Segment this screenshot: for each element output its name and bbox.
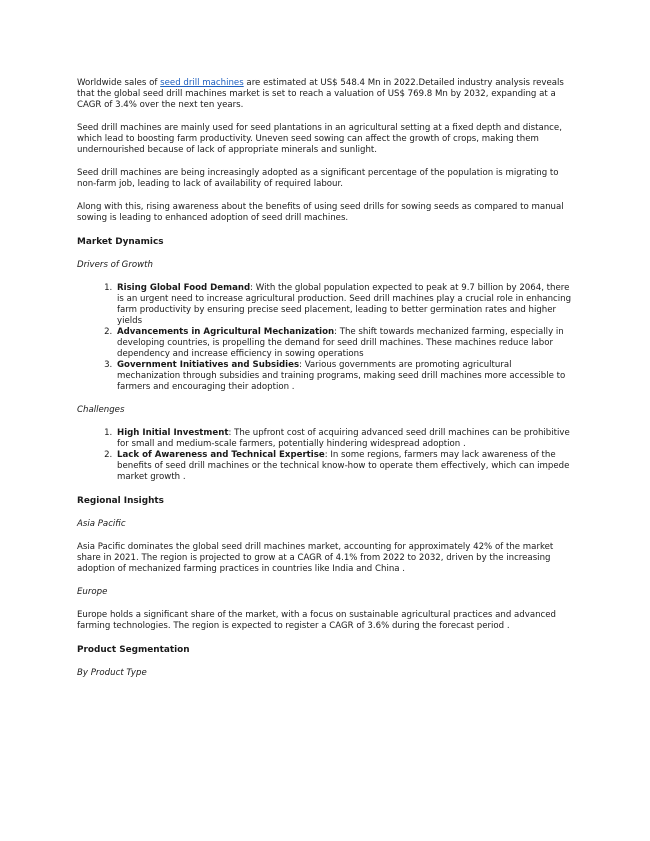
list-item-title: High Initial Investment: [117, 428, 229, 438]
list-item: [115, 360, 577, 393]
drivers-subheading: Drivers of Growth: [77, 260, 153, 270]
list-item-title: Advancements in Agricultural Mechanization: [117, 327, 335, 337]
intro-paragraph-3: Seed drill machines are being increasingly adopted as a significant percentage of the population is migrating to non-farm job, leading to lack of availability of required labour.: [77, 168, 559, 189]
list-item-title: Government Initiatives and Subsidies: [117, 360, 300, 370]
drivers-list: [77, 283, 577, 393]
list-item: [115, 327, 577, 360]
list-item: [115, 428, 577, 450]
list-item-text: : In some regions, farmers may lack awareness of the benefits of seed drill machines or the technical know-how to operate them effectively, which can impede market growth .: [117, 450, 570, 482]
regional-insights-heading: Regional Insights: [77, 496, 164, 506]
europe-paragraph: Europe holds a significant share of the market, with a focus on sustainable agricultural practices and advanced farming technologies. The region is expected to register a CAGR of 3.6% during the forecast period .: [77, 610, 557, 631]
list-item-text: : With the global population expected to peak at 9.7 billion by 2064, there is an urgent need to increase agricultural production. Seed drill machines play a crucial role in enhancing farm productivity by ensuring precise seed placement, leading to better germination rates and higher yields: [117, 283, 572, 326]
list-item-text: : Various governments are promoting agricultural mechanization through subsidies and training programs, making seed drill machines more accessible to farmers and encouraging their adoption .: [117, 360, 566, 392]
challenges-list: [77, 428, 577, 483]
asia-pacific-paragraph: Asia Pacific dominates the global seed drill machines market, accounting for approximately 42% of the market share in 2021. The region is projected to grow at a CAGR of 4.1% from 2022 to 2032, driven by the increasing adoption of mechanized farming practices in countries like India and China .: [77, 542, 554, 574]
product-segmentation-heading: Product Segmentation: [77, 645, 190, 655]
list-item-text: : The shift towards mechanized farming, especially in developing countries, is propelling the demand for seed drill machines. These machines reduce labor dependency and increase efficiency in sowing operations: [117, 327, 564, 359]
list-item-title: Rising Global Food Demand: [117, 283, 251, 293]
asia-pacific-subheading: Asia Pacific: [77, 519, 126, 529]
by-product-type-subheading: By Product Type: [77, 668, 147, 678]
intro-paragraph-4: Along with this, rising awareness about the benefits of using seed drills for sowing seeds as compared to manual sowing is leading to enhanced adoption of seed drill machines.: [77, 202, 564, 223]
intro-text-end: are estimated at US$ 548.4 Mn in 2022.Detailed industry analysis reveals that the global seed drill machines market is set to reach a valuation of US$ 769.8 Mn by 2032, expanding at a CAGR of 3.4% over the next ten years.: [77, 78, 564, 110]
list-item: [115, 450, 577, 483]
list-item-title: Lack of Awareness and Technical Expertise: [117, 450, 325, 460]
intro-text-start: Worldwide sales of: [77, 78, 161, 88]
document-page: [77, 78, 577, 691]
list-item-text: : The upfront cost of acquiring advanced seed drill machines can be prohibitive for small and medium-scale farmers, potentially hindering widespread adoption .: [117, 428, 570, 449]
market-dynamics-heading: Market Dynamics: [77, 237, 164, 247]
challenges-subheading: Challenges: [77, 405, 125, 415]
intro-paragraph-1: [77, 78, 577, 111]
seed-drill-machines-link[interactable]: seed drill machines: [160, 78, 244, 88]
europe-subheading: Europe: [77, 587, 108, 597]
list-item: [115, 283, 577, 327]
intro-paragraph-2: Seed drill machines are mainly used for seed plantations in an agricultural setting at a fixed depth and distance, which lead to boosting farm productivity. Uneven seed sowing can affect the growth of crops, making them undernourished because of lack of appropriate minerals and sunlight.: [77, 123, 562, 155]
